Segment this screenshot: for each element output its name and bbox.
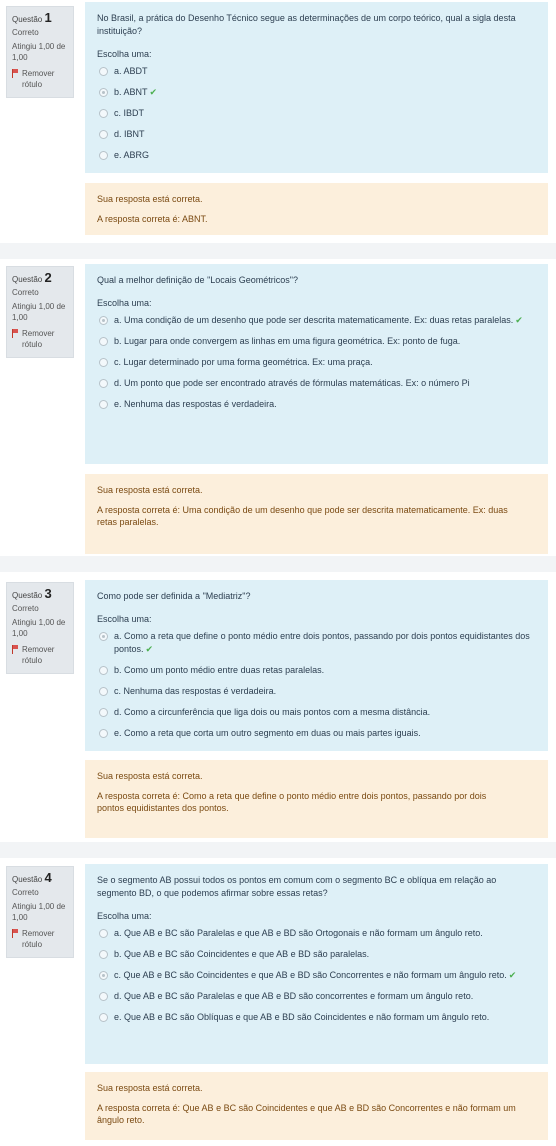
question-label: Questão [12,591,43,600]
answer-text [114,664,536,677]
radio-button[interactable] [99,316,108,325]
question-number-value: 2 [44,270,52,285]
answer-label: e. Nenhuma das respostas é verdadeira. [114,399,277,409]
answer-text [114,927,536,940]
flag-icon [12,329,19,338]
question-text: Se o segmento AB possui todos os pontos em comum com o segmento BC e oblíqua em relação ao segmento BD, o que podemos afirmar sobre essas retas? [97,875,497,898]
question-label: Questão [12,275,43,284]
flag-icon [12,929,19,938]
choose-one-label: Escolha uma: [97,614,152,624]
remove-flag-label: Remover rótulo [22,645,55,665]
question-separator [0,243,556,259]
remove-flag-link[interactable] [12,328,69,350]
choose-one-label: Escolha uma: [97,298,152,308]
answer-text [114,685,536,698]
answer-option[interactable] [97,377,536,390]
question-number [12,12,69,25]
answer-text [114,398,536,411]
checkmark-icon: ✔ [508,970,517,980]
radio-button[interactable] [99,708,108,717]
answer-label: b. ABNT [114,87,148,97]
answer-text [114,65,536,78]
answer-text [114,86,536,99]
feedback-box [85,760,548,838]
flag-icon [12,645,19,654]
answer-label: c. IBDT [114,108,145,118]
answer-text [114,335,536,348]
correct-answer-text: A resposta correta é: Que AB e BC são Coincidentes e que AB e BD são Concorrentes e não formam um ângulo reto. [97,1103,516,1125]
radio-button[interactable] [99,67,108,76]
choose-one-label: Escolha uma: [97,911,152,921]
answer-option[interactable] [97,685,536,698]
question-info [6,582,74,674]
checkmark-icon: ✔ [149,87,158,97]
radio-button[interactable] [99,632,108,641]
radio-button[interactable] [99,400,108,409]
feedback-box [85,474,548,554]
question-info [6,6,74,98]
remove-flag-link[interactable] [12,644,69,666]
radio-button[interactable] [99,379,108,388]
remove-flag-link[interactable] [12,928,69,950]
answer-option[interactable] [97,990,536,1003]
answer-label: a. Que AB e BC são Paralelas e que AB e BD são Ortogonais e não formam um ângulo reto. [114,928,483,938]
answer-label: d. Um ponto que pode ser encontrado através de fórmulas matemáticas. Ex: o número Pi [114,378,470,388]
question-state: Correto [12,604,39,613]
question-state: Correto [12,888,39,897]
answer-label: b. Lugar para onde convergem as linhas em uma figura geométrica. Ex: ponto de fuga. [114,336,461,346]
correct-answer-text: A resposta correta é: Como a reta que define o ponto médio entre dois pontos, passando por dois pontos equidistantes dos pontos. [97,791,487,813]
answer-label: b. Que AB e BC são Coincidentes e que AB e BD são paralelas. [114,949,370,959]
question-formulation [85,580,548,751]
feedback-status: Sua resposta está correta. [97,485,203,495]
radio-button[interactable] [99,130,108,139]
question-grade: Atingiu 1,00 de 1,00 [12,902,66,922]
answer-text [114,107,536,120]
answer-option[interactable] [97,1011,536,1024]
remove-flag-label: Remover rótulo [22,69,55,89]
question-text: No Brasil, a prática do Desenho Técnico segue as determinações de um corpo teórico, qual a sigla desta instituição? [97,13,516,36]
feedback-status: Sua resposta está correta. [97,194,203,204]
answer-text [114,727,536,740]
radio-button[interactable] [99,337,108,346]
answer-option[interactable] [97,86,536,99]
answer-option[interactable] [97,948,536,961]
answer-option[interactable] [97,927,536,940]
question-separator [0,556,556,572]
remove-flag-label: Remover rótulo [22,929,55,949]
question-formulation [85,2,548,173]
question-number-value: 3 [44,586,52,601]
answer-label: c. Nenhuma das respostas é verdadeira. [114,686,277,696]
answer-option[interactable] [97,314,536,327]
answer-text [114,948,536,961]
question-text: Qual a melhor definição de "Locais Geométricos"? [97,275,298,285]
answer-option[interactable] [97,107,536,120]
answer-label: d. Como a circunferência que liga dois ou mais pontos com a mesma distância. [114,707,431,717]
checkmark-icon: ✔ [515,315,523,325]
checkmark-icon: ✔ [145,644,154,654]
answer-option[interactable] [97,398,536,411]
radio-button[interactable] [99,666,108,675]
answer-label: d. Que AB e BC são Paralelas e que AB e BD são concorrentes e formam um ângulo reto. [114,991,474,1001]
question-formulation [85,264,548,464]
question-number [12,272,69,285]
question-formulation [85,864,548,1064]
answer-label: e. Que AB e BC são Oblíquas e que AB e BD são Coincidentes e não formam um ângulo reto. [114,1012,490,1022]
question-number [12,588,69,601]
answer-text [114,377,536,390]
answer-option[interactable] [97,65,536,78]
answer-option[interactable] [97,664,536,677]
answer-label: e. ABRG [114,150,150,160]
answer-text [114,149,536,162]
correct-answer-text: A resposta correta é: ABNT. [97,214,208,224]
answer-label: a. ABDT [114,66,148,76]
question-separator [0,842,556,858]
question-grade: Atingiu 1,00 de 1,00 [12,302,66,322]
answer-label: b. Como um ponto médio entre duas retas paralelas. [114,665,325,675]
radio-button[interactable] [99,1013,108,1022]
question-info [6,266,74,358]
answer-option[interactable] [97,128,536,141]
radio-button[interactable] [99,109,108,118]
choose-one-label: Escolha uma: [97,49,152,59]
feedback-box [85,1072,548,1140]
radio-button[interactable] [99,992,108,1001]
answer-text [114,356,536,369]
answer-text [114,706,536,719]
feedback-box [85,183,548,235]
question-label: Questão [12,15,43,24]
answer-label: a. Como a reta que define o ponto médio entre dois pontos, passando por dois pontos equidistantes dos pontos. [114,631,530,654]
correct-answer-text: A resposta correta é: Uma condição de um desenho que pode ser descrita matematicamente. Ex: duas retas paralelas. [97,505,508,527]
radio-button[interactable] [99,729,108,738]
question-label: Questão [12,875,43,884]
answer-option[interactable] [97,969,536,982]
answer-text [114,990,536,1003]
answer-option[interactable] [97,727,536,740]
radio-button[interactable] [99,971,108,980]
question-grade: Atingiu 1,00 de 1,00 [12,618,66,638]
answer-option[interactable] [97,630,536,656]
answer-text [114,314,536,327]
question-text: Como pode ser definida a "Mediatriz"? [97,591,251,601]
feedback-status: Sua resposta está correta. [97,771,203,781]
radio-button[interactable] [99,88,108,97]
answer-label: c. Lugar determinado por uma forma geométrica. Ex: uma praça. [114,357,373,367]
radio-button[interactable] [99,950,108,959]
answer-text [114,630,536,656]
answer-label: c. Que AB e BC são Coincidentes e que AB e BD são Concorrentes e não formam um ângulo reto. [114,970,507,980]
answer-label: e. Como a reta que corta um outro segmento em duas ou mais partes iguais. [114,728,421,738]
feedback-status: Sua resposta está correta. [97,1083,203,1093]
question-grade: Atingiu 1,00 de 1,00 [12,42,66,62]
remove-flag-label: Remover rótulo [22,329,55,349]
radio-button[interactable] [99,358,108,367]
answer-option[interactable] [97,149,536,162]
question-number-value: 4 [44,870,52,885]
question-state: Correto [12,28,39,37]
question-number-value: 1 [44,10,52,25]
radio-button[interactable] [99,151,108,160]
question-info [6,866,74,958]
radio-button[interactable] [99,687,108,696]
answer-option[interactable] [97,706,536,719]
answer-option[interactable] [97,335,536,348]
answer-label: a. Uma condição de um desenho que pode ser descrita matematicamente. Ex: duas retas paralelas. [114,315,514,325]
answer-text [114,128,536,141]
answer-text [114,969,536,982]
remove-flag-link[interactable] [12,68,69,90]
answer-label: d. IBNT [114,129,145,139]
answer-text [114,1011,536,1024]
question-state: Correto [12,288,39,297]
answer-option[interactable] [97,356,536,369]
flag-icon [12,69,19,78]
radio-button[interactable] [99,929,108,938]
question-number [12,872,69,885]
